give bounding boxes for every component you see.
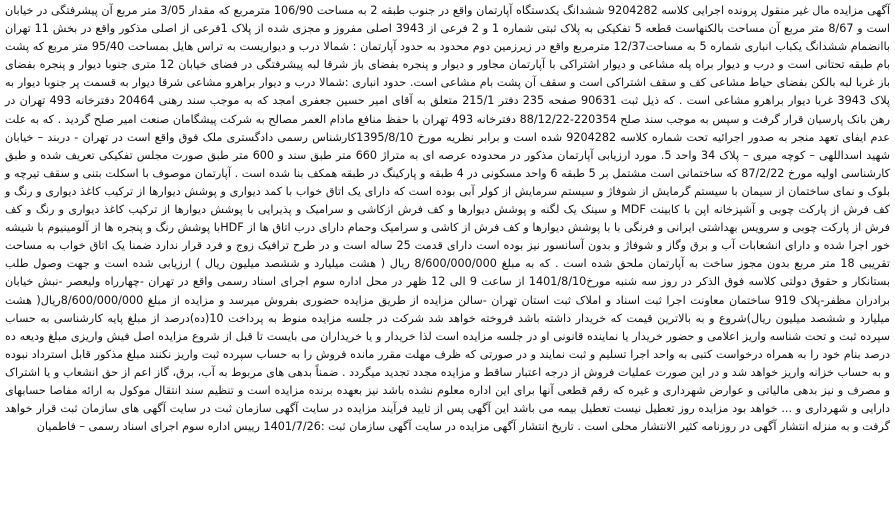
notice-body (5, 2, 890, 436)
notice-body-text: آگهی مزایده مال غیر منقول پرونده اجرایی کلاسه 9204282 ششدانگ یکدستگاه آپارتمان واقع در جنوب طبقه 2 به مساحت 106/90 مترمربع که مقدار 3/05 متر مربع آن پیشرفتگی در خیابان است و 8/67 متر مربع آن مساحت بالکنهاست قطعه 5 تفکیکی به پلاک ثبتی شماره 1 و 2 فرعی از 3943 اصلی مفروز و مجزی شده از پلاک 1فرعی از اصلی مذکور واقع در بخش 11 تهران باانضمام ششدانگ یکباب انباری شماره 5 به مساحت12/37 مترمربع واقع در زیرزمین دوم محدود به حدود آپارتمان : شمالا درب و دیواریست به تراس هایل بمساحت 95/40 متر مربع که پشت بام طبقه تحتانی است و درب و دیوار براه پله مشاعی و دیوار اشتراکی با آپارتمان مجاور و دیوار و پنجره بفضای باز شرقا لبه پیشرفتگی در فضای خیابان 12 متری جنوبا دیوار و پنجره بفضای باز غربا لبه بالکن بفضای حیاط مشاعی کف و سقف اشتراکی است و سقف آن پشت بام مشاعی است. حدود انباری :شمالا درب و دیوار براهرو مشاعی شرقا دیوار به قسمت پر جنوبا دیوار به پلاک 3943 غربا دیوار براهرو مشاعی است . که ذیل ثبت 90631 صفحه 235 دفتر 215/1 متعلق به آقای امیر حسین جعفری امجد که به موجب سند رهنی 20464 دفترخانه 493 تهران در رهن بانک پارسیان قرار گرفت و سپس به موجب سند صلح 220354-88/12/22 دفترخانه 493 تهران با حفظ منافع مادام العمر مصالح به شرکت پیشگامان صنعت امیر صلح گردید . که به علت عدم ایفای تعهد منجر به صدور اجرائیه تحت شماره کلاسه 9204282 شده است و برابر نظریه مورخ 1395/8/10کارشناس رسمی دادگستری ملک فوق واقع است در تهران - دربند – خیابان شهید اسداللهی – کوچه میری – پلاک 34 واحد 5. مورد ارزیابی آپارتمان مذکور در محدوده عرصه ای به متراژ 660 متر طبق سند و 600 متر طبق صورت مجلس تفکیکی تعریف شده و طبق کارشناسی اولیه مورخ 87/2/22 که ساختمانی است مشتمل بر 5 طبقه 6 واحد مسکونی در 4 طبقه و پارکینگ در طبقه همکف بنا شده است . آپارتمان موصوف با اسکلت بتنی و سقف تیرچه و بلوک و نمای ساختمان از سیمان با سیستم گرمایش از شوفاژ و سیستم سرمایش از کولر آبی بوده است که دارای یک اتاق خواب با کمد دیواری و پوشش دیوارها از ترکیب کاغذ دیواری و رنگ و کف فرش از پارکت چوبی و آشپزخانه اپن با کابینت MDF و سینک یک لگنه و پوشش دیوارها و کف فرش ازکاشی و سرامیک و پذیرایی با پوشش دیوارها از ترکیب کاغذ دیواری و رنگ و کف فرش از پارکت چوبی و سرویس بهداشتی ایرانی و فرنگی با با پوشش دیوارها و کف فرش از کاشی و سرامیک وحمام دارای درب اتاق ها از HDFبا پوشش رنگ و پنجره ها از آلومینیوم با شیشه خور اجرا شده و دارای انشعابات آب و برق وگاز و شوفاژ و بدون آسانسور نیز بوده است دارای قدمت 25 ساله است و در طرح ترافیک زوج و فرد قرار ندارد ضمنا یک اتاق خواب به مساحت تقریبی 18 متر مربع بدون مجوز ساخت به آپارتمان ملحق شده است . که به مبلغ 8/600/000/000 ریال ( هشت میلیارد و ششصد میلیون ریال ) ارزیابی شده است و جهت وصول طلب بستانکار و حقوق دولتی کلاسه فوق الذکر در روز سه شنبه مورخ1401/8/10 از ساعت 9 الی 12 ظهر در محل اداره سوم اجرای اسناد رسمی واقع در تهران -چهارراه ولیعصر -نبش خیابان برادران مظفر-پلاک 919 ساختمان معاونت اجرا ثبت اسناد و املاک ثبت استان تهران -سالن مزایده از طریق مزایده حضوری بفروش میرسد و مزایده از مبلغ 8/600/000/000ریال( هشت میلیارد و ششصد میلیون ریال)شروع و به بالاترین قیمت که خریدار داشته باشد فروخته خواهد شد شرکت در جلسه مزایده منوط به پرداخت 10(ده)درصد از مبلغ پایه کارشناسی به حساب سپرده ثبت و تحت شناسه واریز اعلامی و حضور خریدار یا نماینده قانونی او در جلسه مزایده است لذا خریدار و یا خریداران می بایست تا قبل از شروع مزایده اصل فیش واریزی مبلغ ودیعه ده درصد بنام خود را به همراه درخواست کتبی به واحد اجرا تسلیم و ثبت نمایند و در صورتی که ظرف مهلت مقرر مانده فروش را به حساب سپرده ثبت واریز نکنند مبلغ مذکور قابل استرداد نبوده و به حساب خزانه واریز خواهد شد و در این صورت عملیات فروش از درجه اعتبار ساقط و مزایده مجدد تجدید میگردد . ضمناً بدهی های مربوط به آب، برق، گاز اعم از حق انشعاب و یا اشتراک و مصرف و نیز بدهی مالیاتی و عوارض شهرداری و غیره که رقم قطعی آنها برای این اداره معلوم نشده باشد نیز بعهده برنده مزایده است و تنظیم سند انتقال موکول به ارائه مفاصا حسابهای دارایی و شهرداری و ... خواهد بود مزایده روز تعطیل نیست تعطیل بیمه می باشد این آگهی پس از تایید فرآیند مزایده در سایت آگهی سازمان ثبت در سایت آگهی های سازمان ثبت قرار خواهد گرفت و به منزله انتشار آگهی در روزنامه کثیر الانتشار محلی است . تاریخ انتشار آگهی مزایده در سایت آگهی سازمان ثبت :1401/7/26 رییس اداره سوم اجرای اسناد رسمی – (5, 4, 891, 434)
notice-signature: فاطمیان (36, 420, 76, 434)
